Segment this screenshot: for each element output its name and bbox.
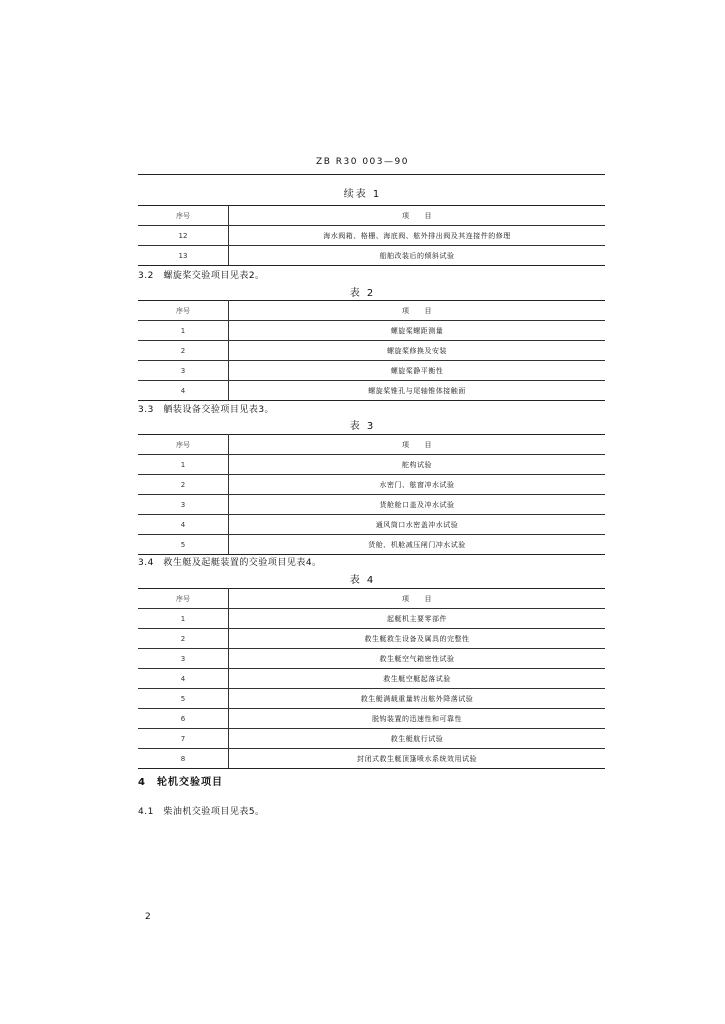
row-item: 脱钩装置的迅速性和可靠性 bbox=[229, 709, 606, 729]
section-3-2-heading: 3.2 螺旋桨交验项目见表2。 bbox=[138, 271, 265, 281]
row-index: 12 bbox=[138, 226, 229, 246]
table-row bbox=[138, 361, 605, 381]
table-row bbox=[138, 729, 605, 749]
section-4-1-heading: 4.1 柴油机交验项目见表5。 bbox=[138, 807, 265, 817]
row-item: 救生艇空艇起落试验 bbox=[229, 669, 606, 689]
table3-caption: 表 3 bbox=[349, 421, 376, 432]
row-index: 2 bbox=[138, 475, 229, 495]
col-header-item: 项 目 bbox=[229, 435, 606, 455]
row-index: 6 bbox=[138, 709, 229, 729]
table2 bbox=[138, 300, 605, 401]
row-index: 1 bbox=[138, 455, 229, 475]
table-row bbox=[138, 669, 605, 689]
table-row bbox=[138, 535, 605, 555]
table-row bbox=[138, 689, 605, 709]
col-header-index: 序号 bbox=[138, 435, 229, 455]
table-header-row bbox=[138, 206, 605, 226]
row-item: 螺旋桨修换及安装 bbox=[229, 341, 606, 361]
row-index: 13 bbox=[138, 246, 229, 266]
page-number: 2 bbox=[145, 912, 151, 922]
row-item: 海水阀箱、格栅、海底阀、舷外排出阀及其连接件的修理 bbox=[229, 226, 606, 246]
row-item: 船舶改装后的倾斜试验 bbox=[229, 246, 606, 266]
table3 bbox=[138, 434, 605, 555]
row-item: 救生艇航行试验 bbox=[229, 729, 606, 749]
row-index: 4 bbox=[138, 515, 229, 535]
col-header-item: 项 目 bbox=[229, 589, 606, 609]
standard-number: ZB R30 003—90 bbox=[316, 157, 409, 167]
table1-caption: 续表 1 bbox=[343, 189, 382, 200]
row-item: 救生艇救生设备及属具的完整性 bbox=[229, 629, 606, 649]
row-index: 1 bbox=[138, 321, 229, 341]
table-row bbox=[138, 321, 605, 341]
row-index: 7 bbox=[138, 729, 229, 749]
row-index: 4 bbox=[138, 669, 229, 689]
row-index: 8 bbox=[138, 749, 229, 769]
table-row bbox=[138, 341, 605, 361]
row-index: 5 bbox=[138, 689, 229, 709]
row-index: 5 bbox=[138, 535, 229, 555]
table4-caption: 表 4 bbox=[349, 575, 376, 586]
row-item: 封闭式救生艇顶篷喷水系统效用试验 bbox=[229, 749, 606, 769]
row-item: 通风筒口水密盖冲水试验 bbox=[229, 515, 606, 535]
table-row bbox=[138, 515, 605, 535]
col-header-item: 项 目 bbox=[229, 206, 606, 226]
row-index: 2 bbox=[138, 629, 229, 649]
row-item: 货舱舱口盖及冲水试验 bbox=[229, 495, 606, 515]
row-index: 3 bbox=[138, 495, 229, 515]
row-index: 2 bbox=[138, 341, 229, 361]
table-header-row bbox=[138, 589, 605, 609]
table-row bbox=[138, 629, 605, 649]
table4 bbox=[138, 588, 605, 769]
table-row bbox=[138, 455, 605, 475]
col-header-index: 序号 bbox=[138, 589, 229, 609]
table-row bbox=[138, 709, 605, 729]
row-item: 螺旋桨静平衡性 bbox=[229, 361, 606, 381]
row-index: 4 bbox=[138, 381, 229, 401]
row-item: 起艇机主要零部件 bbox=[229, 609, 606, 629]
row-item: 螺旋桨螺距测量 bbox=[229, 321, 606, 341]
table1 bbox=[138, 205, 605, 266]
table-row bbox=[138, 246, 605, 266]
table-row bbox=[138, 495, 605, 515]
header-rule bbox=[138, 174, 605, 175]
row-index: 1 bbox=[138, 609, 229, 629]
table2-caption: 表 2 bbox=[349, 288, 376, 299]
table-row bbox=[138, 749, 605, 769]
col-header-item: 项 目 bbox=[229, 301, 606, 321]
table-row bbox=[138, 649, 605, 669]
row-index: 3 bbox=[138, 649, 229, 669]
row-item: 螺旋桨锥孔与尾轴锥体接触面 bbox=[229, 381, 606, 401]
section-3-3-heading: 3.3 舾装设备交验项目见表3。 bbox=[138, 405, 275, 415]
row-item: 货舱、机舱减压闸门冲水试验 bbox=[229, 535, 606, 555]
table-row bbox=[138, 381, 605, 401]
table-row bbox=[138, 475, 605, 495]
table-header-row bbox=[138, 435, 605, 455]
row-index: 3 bbox=[138, 361, 229, 381]
table-header-row bbox=[138, 301, 605, 321]
row-item: 舵构试验 bbox=[229, 455, 606, 475]
section-3-4-heading: 3.4 救生艇及起艇装置的交验项目见表4。 bbox=[138, 558, 322, 568]
col-header-index: 序号 bbox=[138, 206, 229, 226]
col-header-index: 序号 bbox=[138, 301, 229, 321]
row-item: 水密门、舷窗冲水试验 bbox=[229, 475, 606, 495]
table-row bbox=[138, 226, 605, 246]
section-4-heading: 4 轮机交验项目 bbox=[138, 777, 223, 788]
table-row bbox=[138, 609, 605, 629]
row-item: 救生艇空气箱密性试验 bbox=[229, 649, 606, 669]
row-item: 救生艇满载重量转出舷外降落试验 bbox=[229, 689, 606, 709]
